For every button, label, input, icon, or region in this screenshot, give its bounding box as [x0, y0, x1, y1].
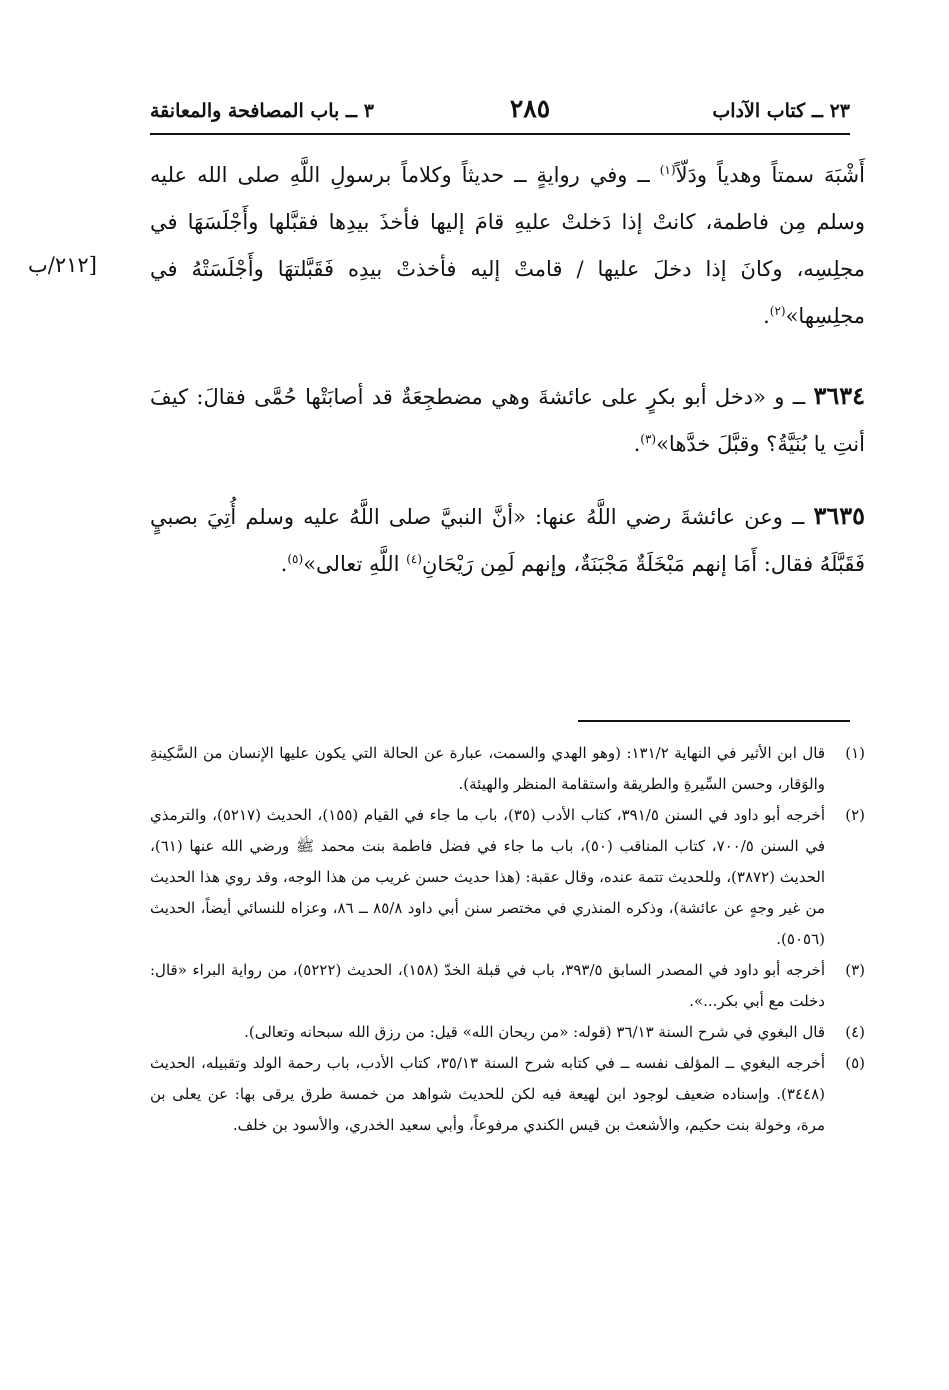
header-rule: [150, 133, 850, 135]
hadith-paragraph: [150, 372, 865, 468]
footnote-marker[interactable]: (٥): [287, 552, 304, 566]
hadith-number: ٣٦٣٥: [813, 501, 865, 530]
paragraph-end: .: [633, 432, 641, 456]
paragraph-text: أَشْبَهَ سمتاً وهدياً ودَلّاً: [675, 163, 865, 187]
footnote-marker[interactable]: (١): [659, 163, 676, 177]
paragraph-end: .: [280, 552, 288, 576]
footnote-number: (٥): [845, 1054, 865, 1072]
paragraph-text: ــ وفي روايةٍ ــ حديثاً وكلاماً برسولِ اللَّهِ صلى الله عليه وسلم مِن فاطمة، كانتْ إذا دَخلتْ عليهِ قامَ إليها فأخذَ بيدِها فقبَّلها وأَجْلَسَهَا في مجلِسِه، وكانَ إذا دخلَ عليها / قامتْ إليه فأخذتْ بيدِه فَقَبَّلتهَا وأَجْلَسَتْهُ في مجلِسِها»: [150, 163, 865, 328]
header-section: ٣ ــ باب المصافحة والمعانقة: [150, 100, 374, 122]
paragraph-end: .: [763, 304, 770, 328]
footnote: [150, 955, 865, 1017]
footnote-text: قال ابن الأثير في النهاية ١٣١/٢: (وهو الهدي والسمت، عبارة عن الحالة التي يكون عليها الإنسان من السَّكِينةِ والوَقار، وحسن السِّيرةِ والطريقة واستقامة المنظر والهيئة).: [150, 744, 826, 793]
margin-reference: [٢١٢/ب: [28, 253, 97, 277]
footnote-marker[interactable]: (٢): [769, 304, 786, 318]
footnote-number: (٢): [845, 806, 865, 824]
page-header: [150, 96, 850, 132]
footnote-separator: [578, 720, 850, 722]
footnote-marker[interactable]: (٤): [406, 552, 422, 566]
footnote-number: (٤): [845, 1023, 865, 1041]
hadith-number: ٣٦٣٤: [813, 381, 865, 410]
footnote-marker[interactable]: (٣): [640, 432, 657, 446]
footnote-number: (١): [845, 744, 865, 762]
footnote-number: (٣): [845, 961, 865, 979]
footnote-text: قال البغوي في شرح السنة ٣٦/١٣ (قوله: «من ريحان الله» قيل: من رزق الله سبحانه وتعالى).: [244, 1023, 825, 1041]
hadith-paragraph: [150, 492, 865, 588]
header-chapter: ٢٣ ــ كتاب الآداب: [712, 100, 850, 122]
footnote: [150, 800, 865, 955]
footnote: [150, 1048, 865, 1141]
footnote-text: أخرجه أبو داود في المصدر السابق ٣٩٣/٥، باب في قبلة الخدّ (١٥٨)، الحديث (٥٢٢٢)، من رواية البراء «قال: دخلت مع أبي بكر...».: [150, 961, 825, 1010]
paragraph-text: اللَّهِ تعالى»: [303, 552, 407, 576]
footnote: [150, 1017, 865, 1048]
footnote: [150, 738, 865, 800]
paragraph-text: ــ وعن عائشةَ رضي اللَّهُ عنها: «أنَّ النبيَّ صلى اللَّهُ عليه وسلم أُتِيَ بصبيٍ فَقَبَّلَهُ فقال: أَمَا إنهم مَبْخَلَةٌ مَجْبَنَةٌ، وإنهم لَمِن رَيْحَانِ: [150, 505, 865, 576]
paragraph-text: ــ و «دخل أبو بكرٍ على عائشةَ وهي مضطجِعَةٌ قد أصابَتْها حُمَّى فقالَ: كيفَ أنتِ يا بُنَيَّةُ؟ وقبَّلَ خدَّها»: [150, 385, 865, 456]
page-number: ٢٨٥: [509, 94, 551, 123]
footnote-text: أخرجه البغوي ــ المؤلف نفسه ــ في كتابه شرح السنة ٣٥/١٣، كتاب الأدب، باب رحمة الولد وتقبيله، الحديث (٣٤٤٨). وإسناده ضعيف لوجود ابن لهيعة فيه لكن للحديث شواهد من خمسة طرق يرقى بها: عن يعلى بن مرة، وخولة بنت حكيم، والأشعث بن قيس الكندي مرفوعاً، وأبي سعيد الخدري، والأسود بن خلف.: [150, 1054, 825, 1134]
footnotes-section: [150, 738, 865, 1141]
footnote-text: أخرجه أبو داود في السنن ٣٩١/٥، كتاب الأدب (٣٥)، باب ما جاء في القيام (١٥٥)، الحديث (٥٢١٧)، والترمذي في السنن ٧٠٠/٥، كتاب المناقب (٥٠)، باب ما جاء في فضل فاطمة بنت محمد ﷺ ورضي الله عنها (٦١)، الحديث (٣٨٧٢)، وللحديث تتمة عنده، وقال عقبة: (هذا حديث حسن غريب من هذا الوجه، وقد روي هذا الحديث من غير وجهٍ عن عائشة)، وذكره المنذري في مختصر سنن أبي داود ٨٥/٨ ــ ٨٦، وعزاه للنسائي أيضاً، الحديث (٥٠٥٦).: [150, 806, 826, 948]
paragraph-continued: [150, 152, 865, 340]
